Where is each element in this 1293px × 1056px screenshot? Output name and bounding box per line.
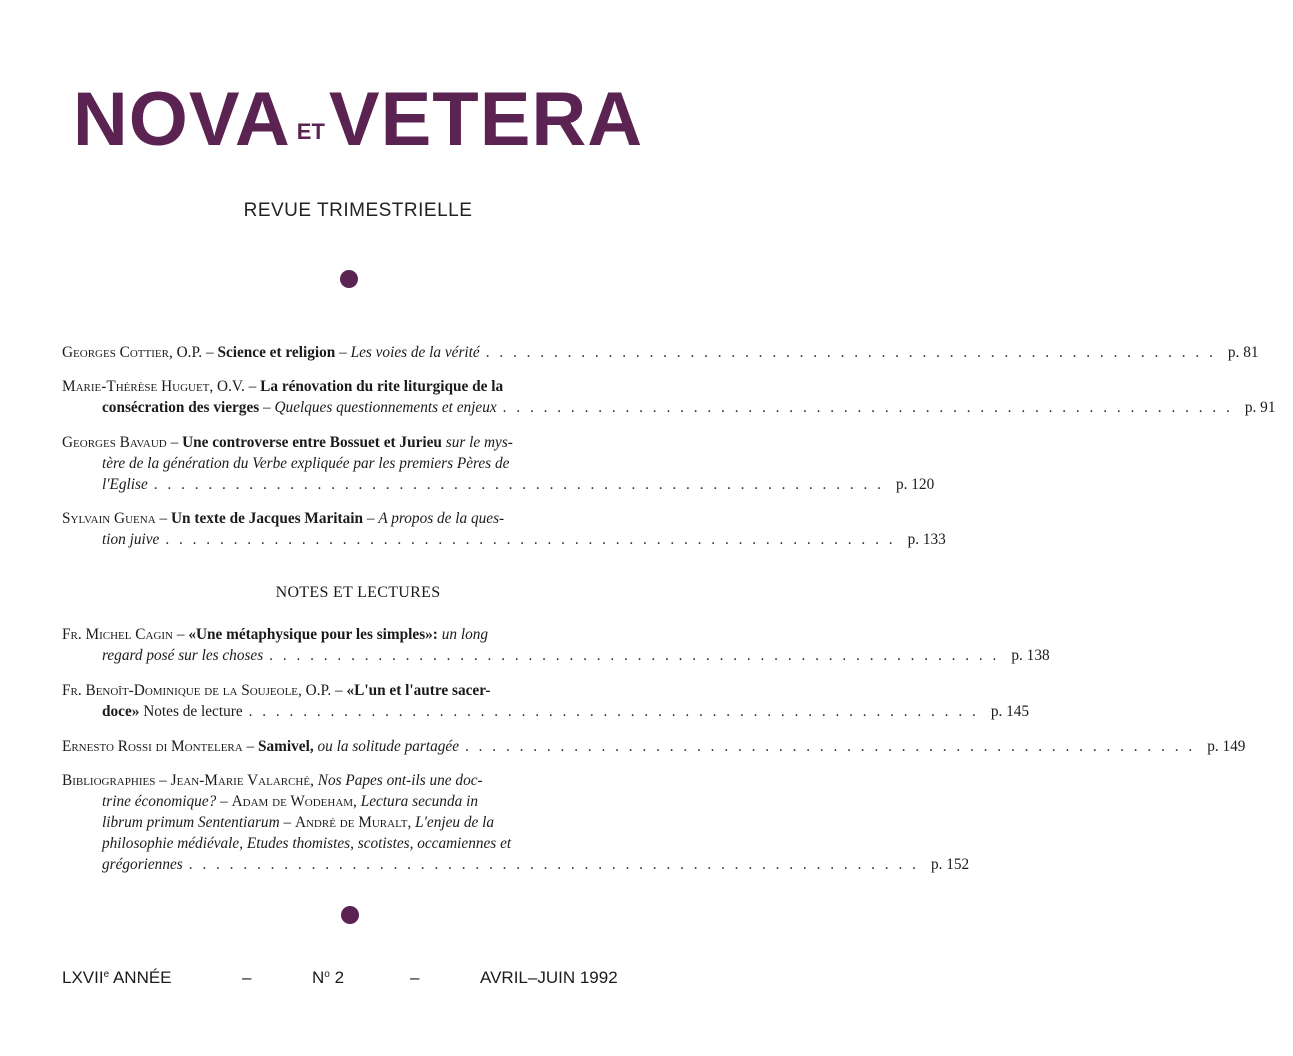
separator-dash: – [283, 814, 292, 831]
toc-entry-bibliographies [62, 770, 970, 875]
entry-page: p. 120 [895, 476, 935, 493]
entry-subtitle: sur le mys- [445, 434, 513, 451]
toc-entry [62, 376, 1276, 418]
entry-page: p. 138 [1011, 647, 1050, 664]
journal-subtitle: REVUE TRIMESTRIELLE [243, 200, 473, 221]
footer-period: AVRIL–JUIN 1992 [480, 968, 618, 987]
dot-leader: . . . . . . . . . . . . . . . . . . . . . . . . . . . . . . . . . . . . . . . . . . . . . . . . . . . . . . [465, 738, 1196, 755]
entry-subtitle: Quelques questionnements et enjeux [274, 399, 497, 416]
entry-subtitle: Les voies de la vérité [350, 344, 480, 361]
entry-title: «Une métaphysique pour les simples»: [188, 626, 438, 643]
entry-author: Fr. Benoît-Dominique de la Soujeole, O.P. [62, 682, 332, 699]
bib-work: Nos Papes ont-ils une doc- [317, 772, 483, 789]
entry-subtitle: ou la solitude partagée [317, 738, 459, 755]
entry-subtitle-cont: tère de la génération du Verbe expliquée par les premiers Pères de [102, 455, 510, 472]
footer-year [62, 968, 172, 988]
bib-work-cont: librum primum Sententiarum [102, 814, 280, 831]
entry-title: «L'un et l'autre sacer- [346, 682, 491, 699]
bib-work-cont: grégoriennes [102, 856, 183, 873]
masthead-word-nova: NOVA [72, 77, 291, 162]
entry-label: Bibliographies [62, 772, 156, 789]
journal-masthead [0, 77, 716, 172]
separator-dash: – [205, 344, 214, 361]
toc-entry [62, 624, 1050, 666]
footer-year-word: ANNÉE [112, 968, 172, 987]
bib-author: André de Muralt, [294, 814, 412, 831]
entry-page: p. 91 [1244, 399, 1276, 416]
separator-dash: – [176, 626, 185, 643]
masthead-et: ET [296, 119, 325, 144]
separator-dash: – [159, 510, 168, 527]
section-heading-notes: NOTES ET LECTURES [275, 584, 441, 601]
separator-dash: – [339, 344, 347, 361]
separator-dash: – [170, 434, 179, 451]
entry-subtitle: A propos de la ques- [378, 510, 505, 527]
entry-title: La rénovation du rite liturgique de la [260, 378, 504, 395]
entry-subtitle: un long [441, 626, 489, 643]
entry-author: Georges Bavaud [62, 434, 167, 451]
bib-author: Adam de Wodeham, [231, 793, 357, 810]
ornament-dot-bottom [341, 906, 359, 924]
footer-number-value: 2 [334, 968, 345, 987]
entry-page: p. 149 [1207, 738, 1246, 755]
ornament-dot-top [340, 270, 358, 288]
toc-entry [62, 342, 1259, 363]
dot-leader: . . . . . . . . . . . . . . . . . . . . . . . . . . . . . . . . . . . . . . . . . . . . . . . . . . . . . . [269, 647, 1000, 664]
bib-work: L'enjeu de la [415, 814, 495, 831]
dot-leader: . . . . . . . . . . . . . . . . . . . . . . . . . . . . . . . . . . . . . . . . . . . . . . . . . . . . . . [502, 399, 1233, 416]
entry-author: Fr. Michel Cagin [62, 626, 173, 643]
separator-dash: – [246, 738, 255, 755]
entry-page: p. 145 [990, 703, 1030, 720]
entry-title: Science et religion [217, 344, 336, 361]
entry-subtitle-cont: regard posé sur les choses [102, 647, 264, 664]
entry-author: Georges Cottier, O.P. [62, 344, 203, 361]
entry-title: Une controverse entre Bossuet et Jurieu [182, 434, 442, 451]
entry-title: Samivel, [258, 738, 314, 755]
entry-title: Un texte de Jacques Maritain [170, 510, 364, 527]
separator-dash: – [248, 378, 257, 395]
entry-author: Marie-Thérèse Huguet, O.V. [62, 378, 245, 395]
toc-entry [62, 736, 1246, 757]
bib-work-cont: trine économique? [102, 793, 217, 810]
footer-year-roman: LXVII [62, 968, 104, 987]
footer-dash: – [242, 968, 252, 987]
dot-leader: . . . . . . . . . . . . . . . . . . . . . . . . . . . . . . . . . . . . . . . . . . . . . . . . . . . . . . [153, 476, 884, 493]
separator-dash: – [263, 399, 271, 416]
dot-leader: . . . . . . . . . . . . . . . . . . . . . . . . . . . . . . . . . . . . . . . . . . . . . . . . . . . . . . [485, 344, 1216, 361]
footer-number-label: N [312, 968, 325, 987]
separator-dash: – [366, 510, 375, 527]
entry-title-cont: consécration des vierges [102, 399, 260, 416]
bib-work: Lectura secunda in [360, 793, 478, 810]
footer-number-sup: o [324, 969, 330, 980]
toc-entry [62, 508, 946, 550]
bib-author: Jean-Marie Valarché, [170, 772, 314, 789]
entry-page: p. 133 [907, 531, 946, 548]
separator-dash: – [220, 793, 228, 810]
toc-entry [62, 432, 935, 495]
dot-leader: . . . . . . . . . . . . . . . . . . . . . . . . . . . . . . . . . . . . . . . . . . . . . . . . . . . . . . [188, 856, 919, 873]
dot-leader: . . . . . . . . . . . . . . . . . . . . . . . . . . . . . . . . . . . . . . . . . . . . . . . . . . . . . . [165, 531, 896, 548]
entry-subtitle-cont: l'Eglise [102, 476, 148, 493]
bib-work-cont: philosophie médiévale, Etudes thomistes, scotistes, occamiennes et [102, 835, 512, 852]
entry-subtitle-cont: tion juive [102, 531, 160, 548]
toc-entry [62, 680, 1030, 722]
separator-dash: – [335, 682, 343, 699]
entry-author: Sylvain Guena [62, 510, 156, 527]
footer-issue-number [312, 968, 344, 988]
entry-subtitle: Notes de lecture [143, 703, 243, 720]
entry-page: p. 152 [930, 856, 970, 873]
dot-leader: . . . . . . . . . . . . . . . . . . . . . . . . . . . . . . . . . . . . . . . . . . . . . . . . . . . . . . [248, 703, 979, 720]
entry-title-cont: doce» [102, 703, 140, 720]
footer-dash: – [410, 968, 420, 987]
separator-dash: – [159, 772, 167, 789]
masthead-word-vetera: VETERA [328, 77, 644, 162]
entry-page: p. 81 [1227, 344, 1259, 361]
entry-author: Ernesto Rossi di Montelera [62, 738, 243, 755]
footer-year-sup: e [103, 969, 110, 980]
